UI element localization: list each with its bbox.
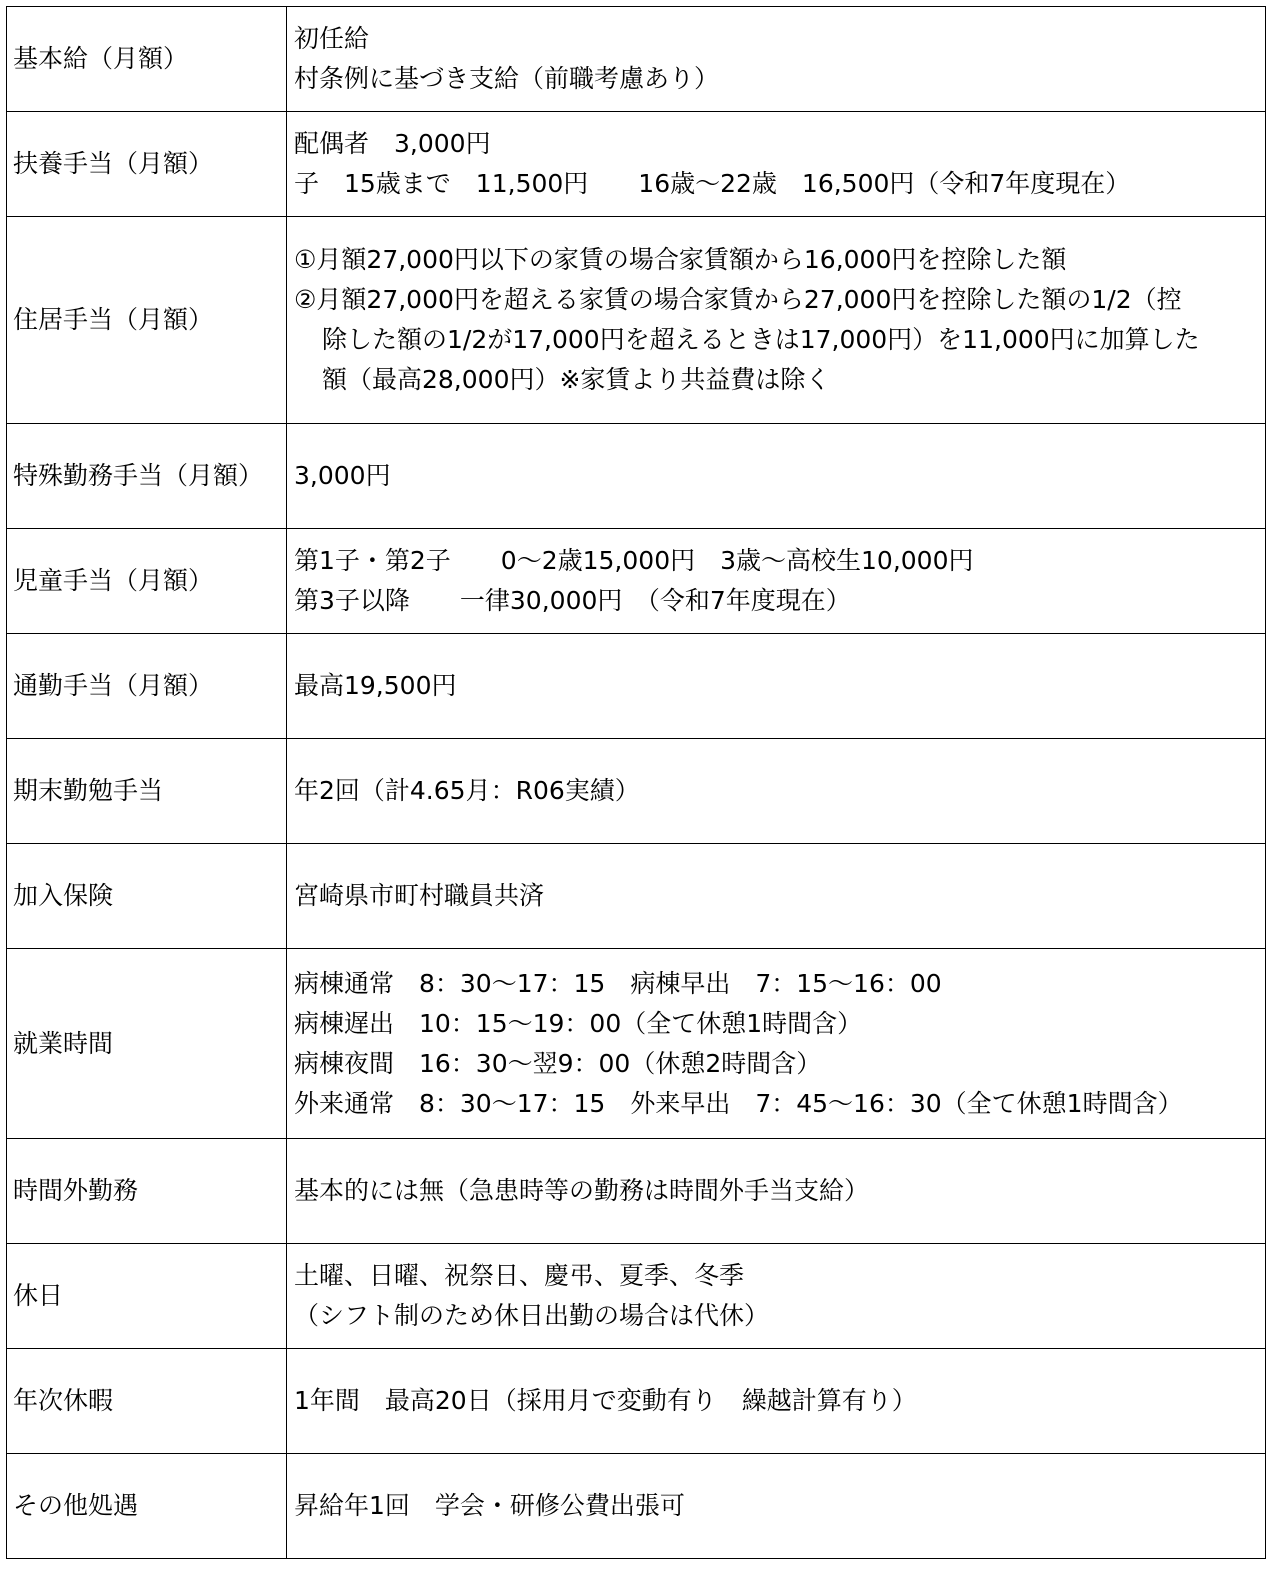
table-row-insurance (7, 844, 1266, 949)
row-label: 年次休暇 (7, 1349, 287, 1454)
value-line: 基本的には無（急患時等の勤務は時間外手当支給） (294, 1176, 870, 1205)
row-value (287, 424, 1266, 529)
value-line: 第1子・第2子 0～2歳15,000円 3歳～高校生10,000円 (294, 546, 974, 575)
value-line: 初任給 (294, 24, 370, 53)
value-line: 昇給年1回 学会・研修公費出張可 (294, 1491, 685, 1520)
row-value (287, 634, 1266, 739)
table-row-holidays (7, 1244, 1266, 1349)
row-label: 扶養手当（月額） (7, 112, 287, 217)
row-label: 児童手当（月額） (7, 529, 287, 634)
value-line: 病棟夜間 16：30～翌9：00（休憩2時間含） (294, 1048, 822, 1078)
value-line: 額（最高28,000円）※家賃より共益費は除く (322, 365, 831, 394)
row-label: 通勤手当（月額） (7, 634, 287, 739)
value-line: 3,000円 (294, 461, 391, 490)
value-line: 外来通常 8：30～17：15 外来早出 7：45～16：30（全て休憩1時間含） (294, 1088, 1183, 1118)
table-row-child-allowance (7, 529, 1266, 634)
value-line: 除した額の1/2が17,000円を超えるときは17,000円）を11,000円に加算した (322, 325, 1200, 354)
value-line: 年2回（計4.65月：R06実績） (294, 776, 640, 805)
table-row-housing-allowance (7, 217, 1266, 424)
row-label: 特殊勤務手当（月額） (7, 424, 287, 529)
row-label: 就業時間 (7, 949, 287, 1139)
row-value (287, 1454, 1266, 1559)
value-line: 病棟遅出 10：15～19：00（全て休憩1時間含） (294, 1008, 863, 1038)
table-row-dependent-allowance (7, 112, 1266, 217)
table-row-overtime (7, 1139, 1266, 1244)
row-label: 基本給（月額） (7, 7, 287, 112)
table-row-other-benefits (7, 1454, 1266, 1559)
row-value (287, 844, 1266, 949)
value-line: 第3子以降 一律30,000円 （令和7年度現在） (294, 586, 851, 615)
row-value (287, 7, 1266, 112)
value-line: ②月額27,000円を超える家賃の場合家賃から27,000円を控除した額の1/2（控 (294, 285, 1182, 314)
value-line: 子 15歳まで 11,500円 16歳～22歳 16,500円（令和7年度現在） (294, 169, 1131, 198)
row-value (287, 949, 1266, 1139)
row-value (287, 739, 1266, 844)
row-value (287, 529, 1266, 634)
row-label: 時間外勤務 (7, 1139, 287, 1244)
value-line: 最高19,500円 (294, 671, 457, 700)
table-row-commuting-allowance (7, 634, 1266, 739)
table-row-bonus (7, 739, 1266, 844)
value-line: 村条例に基づき支給（前職考慮あり） (294, 64, 720, 93)
row-value (287, 1139, 1266, 1244)
value-line: 1年間 最高20日（採用月で変動有り 繰越計算有り） (294, 1386, 917, 1415)
table-row-working-hours (7, 949, 1266, 1139)
row-label: 加入保険 (7, 844, 287, 949)
value-line: ①月額27,000円以下の家賃の場合家賃額から16,000円を控除した額 (294, 245, 1067, 274)
row-value (287, 1244, 1266, 1349)
table-row-annual-leave (7, 1349, 1266, 1454)
value-line: 宮崎県市町村職員共済 (294, 881, 545, 910)
row-value (287, 217, 1266, 424)
employment-conditions-table (6, 6, 1266, 1559)
row-label: 期末勤勉手当 (7, 739, 287, 844)
row-label: その他処遇 (7, 1454, 287, 1559)
table-row-special-duty-allowance (7, 424, 1266, 529)
value-line: 土曜、日曜、祝祭日、慶弔、夏季、冬季 (294, 1261, 745, 1290)
table-row-basic-salary (7, 7, 1266, 112)
value-line: 配偶者 3,000円 (294, 129, 491, 158)
row-label: 住居手当（月額） (7, 217, 287, 424)
value-line: （シフト制のため休日出勤の場合は代休） (294, 1301, 770, 1330)
value-line: 病棟通常 8：30～17：15 病棟早出 7：15～16：00 (294, 968, 942, 998)
row-value (287, 1349, 1266, 1454)
row-value (287, 112, 1266, 217)
row-label: 休日 (7, 1244, 287, 1349)
